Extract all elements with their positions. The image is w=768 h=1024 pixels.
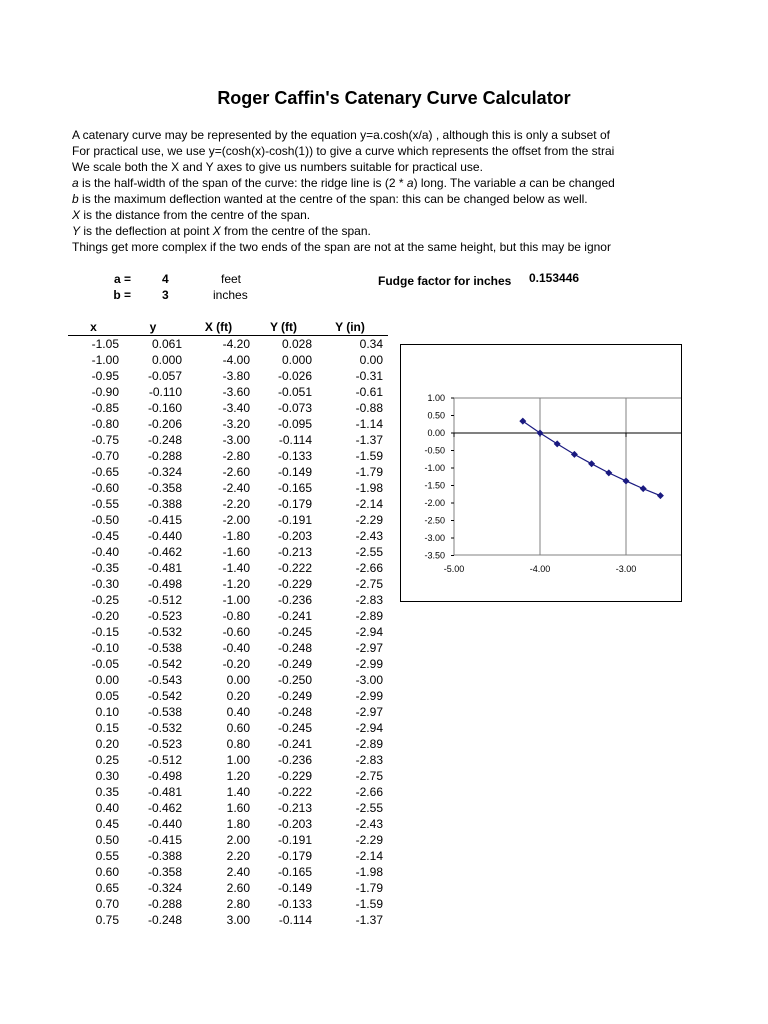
table-cell: 0.000 (281, 353, 312, 367)
table-cell: -2.14 (355, 497, 383, 511)
table-cell: -0.481 (147, 785, 182, 799)
intro-line: We scale both the X and Y axes to give us numbers suitable for practical use. (72, 160, 483, 174)
chart-svg (401, 345, 681, 601)
table-cell: -0.165 (277, 481, 312, 495)
table-cell: 0.45 (95, 817, 119, 831)
table-cell: -2.29 (355, 513, 383, 527)
param-a-label: a = (113, 272, 131, 286)
table-cell: -0.542 (147, 657, 182, 671)
table-row (68, 752, 388, 768)
table-cell: -1.37 (355, 913, 383, 927)
table-cell: 0.40 (226, 705, 250, 719)
table-cell: -3.20 (222, 417, 250, 431)
table-cell: -0.70 (91, 449, 119, 463)
intro-text-part: X (72, 208, 81, 222)
table-cell: -0.241 (277, 609, 312, 623)
param-b-value[interactable]: 3 (162, 288, 169, 302)
table-row (68, 416, 388, 432)
table-cell: -0.114 (278, 433, 312, 447)
table-row (68, 640, 388, 656)
table-cell: 1.40 (226, 785, 250, 799)
table-cell: 0.00 (359, 353, 383, 367)
table-cell: -0.110 (148, 385, 182, 399)
y-tick-label: -2.50 (424, 515, 445, 526)
table-cell: -0.324 (147, 881, 182, 895)
table-cell: -1.37 (355, 433, 383, 447)
fudge-factor-value: 0.153446 (529, 271, 580, 285)
table-cell: -2.60 (222, 465, 250, 479)
y-tick-label: -0.50 (424, 445, 445, 456)
table-cell: -0.057 (147, 369, 182, 383)
intro-text-part: from the centre of the span. (220, 224, 371, 238)
table-cell: -0.50 (91, 513, 119, 527)
table-cell: -0.88 (355, 401, 383, 415)
table-cell: -0.179 (277, 849, 312, 863)
table-cell: -1.59 (355, 449, 383, 463)
table-cell: 1.00 (226, 753, 250, 767)
table-cell: -0.203 (277, 817, 312, 831)
table-cell: -0.40 (91, 545, 119, 559)
table-cell: 0.75 (95, 913, 119, 927)
table-cell: -2.83 (355, 593, 383, 607)
table-cell: 0.70 (95, 897, 119, 911)
table-cell: -0.051 (277, 385, 312, 399)
intro-text-part: a (519, 176, 527, 190)
table-cell: 0.20 (226, 689, 250, 703)
table-cell: -0.179 (277, 497, 312, 511)
intro-text-part: Y (72, 224, 81, 238)
table-row (68, 464, 388, 480)
table-row (68, 496, 388, 512)
table-cell: 1.80 (226, 817, 250, 831)
table-cell: -4.00 (222, 353, 250, 367)
table-row (68, 720, 388, 736)
y-tick-label: -1.00 (424, 463, 445, 473)
y-tick-label: -3.50 (424, 550, 445, 561)
table-cell: -1.80 (222, 529, 250, 543)
table-cell: 2.20 (226, 849, 250, 863)
table-cell: -0.498 (147, 769, 182, 783)
intro-line (72, 207, 655, 223)
intro-line (72, 223, 655, 239)
table-row (68, 400, 388, 416)
table-cell: -1.00 (91, 353, 119, 367)
table-cell: -1.40 (222, 561, 250, 575)
table-cell: -0.245 (277, 721, 312, 735)
table-cell: -2.75 (355, 769, 383, 783)
param-a-unit: feet (221, 272, 242, 286)
table-cell: -0.222 (277, 785, 312, 799)
table-cell: -0.15 (91, 625, 119, 639)
x-tick-label: -4.00 (529, 564, 551, 574)
table-cell: -0.236 (277, 593, 312, 607)
intro-text-part: ) long. The variable (413, 176, 520, 190)
table-cell: -2.55 (355, 545, 383, 559)
table-row (68, 592, 388, 608)
table-cell: -0.20 (91, 609, 119, 623)
table-cell: -0.250 (277, 673, 312, 687)
table-cell: -2.83 (355, 753, 383, 767)
table-cell: -0.462 (147, 801, 182, 815)
table-cell: -2.99 (355, 689, 383, 703)
table-cell: -2.66 (355, 785, 383, 799)
table-cell: 0.60 (226, 721, 250, 735)
table-cell: -2.43 (355, 817, 383, 831)
table-cell: -0.440 (147, 817, 182, 831)
table-cell: -4.20 (222, 337, 250, 351)
table-cell: -1.14 (355, 417, 383, 431)
table-cell: -0.203 (277, 529, 312, 543)
table-row (68, 512, 388, 528)
table-cell: -2.00 (222, 513, 250, 527)
table-row (68, 880, 388, 896)
table-cell: -0.25 (91, 593, 119, 607)
table-cell: -2.43 (355, 529, 383, 543)
table-cell: -1.98 (355, 481, 383, 495)
table-row (68, 816, 388, 832)
table-cell: -0.05 (91, 657, 119, 671)
table-cell: 0.30 (95, 769, 119, 783)
table-cell: -0.31 (355, 369, 383, 383)
table-cell: -0.241 (277, 737, 312, 751)
table-row (68, 688, 388, 704)
y-tick-label: -3.00 (424, 533, 445, 543)
table-row (68, 560, 388, 576)
table-cell: -2.20 (222, 497, 250, 511)
table-cell: -0.149 (277, 465, 312, 479)
table-cell: -1.60 (222, 545, 250, 559)
table-cell: -1.98 (355, 865, 383, 879)
header-y-in: Y (in) (335, 320, 365, 334)
table-cell: 0.35 (95, 785, 119, 799)
table-cell: -0.532 (147, 625, 182, 639)
table-cell: -0.95 (91, 369, 119, 383)
table-row (68, 800, 388, 816)
table-cell: -2.94 (355, 625, 383, 639)
table-row (68, 848, 388, 864)
table-cell: -1.00 (222, 593, 250, 607)
table-cell: -0.462 (147, 545, 182, 559)
table-cell: -0.523 (147, 737, 182, 751)
y-tick-label: 0.00 (427, 428, 445, 438)
table-cell: -0.358 (147, 865, 182, 879)
table-cell: -0.30 (91, 577, 119, 591)
table-cell: -0.538 (147, 705, 182, 719)
table-row (68, 624, 388, 640)
table-cell: -0.61 (355, 385, 383, 399)
table-cell: -0.543 (147, 673, 182, 687)
table-cell: 1.60 (226, 801, 250, 815)
table-row (68, 768, 388, 784)
intro-line (72, 175, 655, 191)
table-row (68, 448, 388, 464)
y-tick-label: 0.50 (427, 410, 445, 421)
table-cell: -0.65 (91, 465, 119, 479)
table-cell: -0.20 (222, 657, 250, 671)
header-y-ft: Y (ft) (269, 320, 298, 334)
table-cell: -1.20 (222, 577, 250, 591)
table-row (68, 576, 388, 592)
table-cell: -0.90 (91, 385, 119, 399)
table-cell: 1.20 (226, 769, 250, 783)
table-cell: -0.498 (147, 577, 182, 591)
table-cell: -0.80 (91, 417, 119, 431)
table-row (68, 896, 388, 912)
table-cell: -1.59 (355, 897, 383, 911)
table-cell: -2.97 (355, 641, 383, 655)
table-cell: -2.89 (355, 737, 383, 751)
table-cell: -0.60 (222, 625, 250, 639)
param-b-unit: inches (213, 288, 248, 302)
table-cell: -0.229 (277, 769, 312, 783)
table-header-row (68, 319, 388, 336)
intro-line (72, 191, 655, 207)
table-cell: 2.80 (226, 897, 250, 911)
table-cell: -0.532 (147, 721, 182, 735)
table-cell: 0.05 (95, 689, 119, 703)
table-cell: -1.79 (355, 881, 383, 895)
table-row (68, 608, 388, 624)
table-cell: -0.512 (147, 753, 182, 767)
table-cell: -2.97 (355, 705, 383, 719)
table-cell: -0.165 (277, 865, 312, 879)
table-cell: -0.512 (147, 593, 182, 607)
table-cell: -3.60 (222, 385, 250, 399)
table-cell: -0.213 (277, 801, 312, 815)
table-cell: 2.60 (226, 881, 250, 895)
table-cell: 2.00 (226, 833, 250, 847)
table-cell: 0.25 (95, 753, 119, 767)
table-cell: -0.80 (222, 609, 250, 623)
table-cell: -0.55 (91, 497, 119, 511)
table-cell: 0.000 (151, 353, 182, 367)
table-cell: -0.415 (147, 833, 182, 847)
intro-text-part: b (72, 192, 79, 206)
table-row (68, 432, 388, 448)
intro-text-part: is the maximum deflection wanted at the centre of the span: this can be changed below as well. (78, 192, 588, 206)
table-cell: -0.222 (277, 561, 312, 575)
table-cell: -0.191 (277, 833, 312, 847)
table-cell: 3.00 (226, 913, 250, 927)
y-tick-label: -1.50 (424, 480, 445, 491)
table-cell: -0.160 (147, 401, 182, 415)
table-row (68, 352, 388, 368)
table-cell: -0.026 (277, 369, 312, 383)
table-row (68, 384, 388, 400)
header-x: x (90, 320, 97, 334)
table-cell: 0.34 (359, 337, 383, 351)
table-cell: -0.229 (277, 577, 312, 591)
table-cell: -0.440 (147, 529, 182, 543)
intro-line: For practical use, we use y=(cosh(x)-cosh(1)) to give a curve which represents the offset from the strai (72, 144, 615, 158)
table-cell: 2.40 (226, 865, 250, 879)
x-tick-label: -5.00 (443, 564, 465, 574)
table-cell: -0.248 (147, 913, 182, 927)
table-row (68, 656, 388, 672)
param-b-label: b = (113, 288, 131, 302)
table-cell: -0.388 (147, 497, 182, 511)
table-cell: -0.248 (147, 433, 182, 447)
table-cell: -0.095 (277, 417, 312, 431)
table-cell: -0.206 (147, 417, 182, 431)
table-cell: 0.60 (95, 865, 119, 879)
table-cell: -2.94 (355, 721, 383, 735)
table-cell: -2.40 (222, 481, 250, 495)
table-cell: -0.35 (91, 561, 119, 575)
table-cell: 0.55 (95, 849, 119, 863)
table-cell: -0.40 (222, 641, 250, 655)
table-cell: -2.55 (355, 801, 383, 815)
table-row (68, 368, 388, 384)
table-cell: -0.388 (147, 849, 182, 863)
table-cell: -3.80 (222, 369, 250, 383)
intro-text-part: a (72, 176, 79, 190)
table-cell: 0.00 (95, 673, 119, 687)
table-cell: 0.20 (95, 737, 119, 751)
plot-area (454, 398, 681, 555)
table-cell: 0.50 (95, 833, 119, 847)
table-cell: -2.14 (355, 849, 383, 863)
table-cell: -0.073 (277, 401, 312, 415)
table-cell: -0.248 (277, 705, 312, 719)
table-cell: -0.245 (277, 625, 312, 639)
table-cell: -0.213 (277, 545, 312, 559)
table-row (68, 736, 388, 752)
catenary-table (68, 319, 388, 928)
table-row (68, 912, 388, 928)
param-a-value[interactable]: 4 (162, 272, 169, 286)
table-cell: -2.75 (355, 577, 383, 591)
table-cell: -0.249 (277, 689, 312, 703)
table-cell: 0.061 (151, 337, 182, 351)
table-cell: 0.65 (95, 881, 119, 895)
table-row (68, 864, 388, 880)
table-row (68, 832, 388, 848)
table-cell: -0.60 (91, 481, 119, 495)
y-tick-label: -2.00 (424, 498, 445, 508)
table-cell: 0.40 (95, 801, 119, 815)
table-cell: -0.542 (147, 689, 182, 703)
table-cell: -2.29 (355, 833, 383, 847)
table-cell: -0.45 (91, 529, 119, 543)
header-y: y (149, 320, 157, 334)
table-cell: -0.415 (147, 513, 182, 527)
table-cell: -0.75 (91, 433, 119, 447)
table-cell: -0.236 (277, 753, 312, 767)
intro-text-part: can be changed (526, 176, 615, 190)
table-row (68, 704, 388, 720)
table-cell: -0.10 (91, 641, 119, 655)
table-row (68, 672, 388, 688)
table-cell: -3.00 (355, 673, 383, 687)
intro-text-part: is the half-width of the span of the curve: the ridge line is (2 * (78, 176, 407, 190)
table-row (68, 480, 388, 496)
intro-line: A catenary curve may be represented by the equation y=a.cosh(x/a) , although this is only a subset of (72, 128, 610, 142)
table-cell: -0.324 (147, 465, 182, 479)
table-cell: -2.89 (355, 609, 383, 623)
table-cell: -0.133 (277, 449, 312, 463)
table-cell: 0.10 (95, 705, 119, 719)
table-row (68, 528, 388, 544)
table-cell: -0.149 (277, 881, 312, 895)
header-x-ft: X (ft) (204, 320, 233, 334)
table-cell: -2.80 (222, 449, 250, 463)
intro-text (72, 127, 655, 255)
table-row (68, 544, 388, 560)
table-cell: -2.99 (355, 657, 383, 671)
table-cell: 0.00 (226, 673, 250, 687)
table-cell: -0.538 (147, 641, 182, 655)
deflection-chart (400, 344, 682, 602)
table-cell: -0.481 (147, 561, 182, 575)
table-cell: -0.191 (277, 513, 312, 527)
table-cell: 0.15 (95, 721, 119, 735)
table-cell: -0.114 (278, 913, 312, 927)
table-cell: -0.133 (277, 897, 312, 911)
table-row (68, 784, 388, 800)
page-title: Roger Caffin's Catenary Curve Calculator (217, 88, 571, 108)
table-cell: -3.00 (222, 433, 250, 447)
intro-text-part: is the distance from the centre of the span. (80, 208, 311, 222)
intro-text-part: is the deflection at point (80, 224, 213, 238)
table-cell: -0.288 (147, 449, 182, 463)
table-row (68, 336, 388, 353)
intro-text-part: X (212, 224, 221, 238)
x-tick-label: -3.00 (615, 564, 637, 574)
table-cell: -0.523 (147, 609, 182, 623)
table-cell: 0.028 (281, 337, 312, 351)
table-cell: 0.80 (226, 737, 250, 751)
table-cell: -1.79 (355, 465, 383, 479)
table-cell: -0.248 (277, 641, 312, 655)
table-cell: -0.249 (277, 657, 312, 671)
intro-text-part: a (406, 176, 414, 190)
fudge-factor-label: Fudge factor for inches (378, 274, 512, 288)
table-cell: -3.40 (222, 401, 250, 415)
table-cell: -0.85 (91, 401, 119, 415)
table-cell: -2.66 (355, 561, 383, 575)
intro-line: Things get more complex if the two ends of the span are not at the same height, but this may be ignor (72, 240, 611, 254)
table-cell: -0.288 (147, 897, 182, 911)
y-tick-label: 1.00 (427, 393, 445, 403)
table-cell: -1.05 (91, 337, 119, 351)
table-cell: -0.358 (147, 481, 182, 495)
